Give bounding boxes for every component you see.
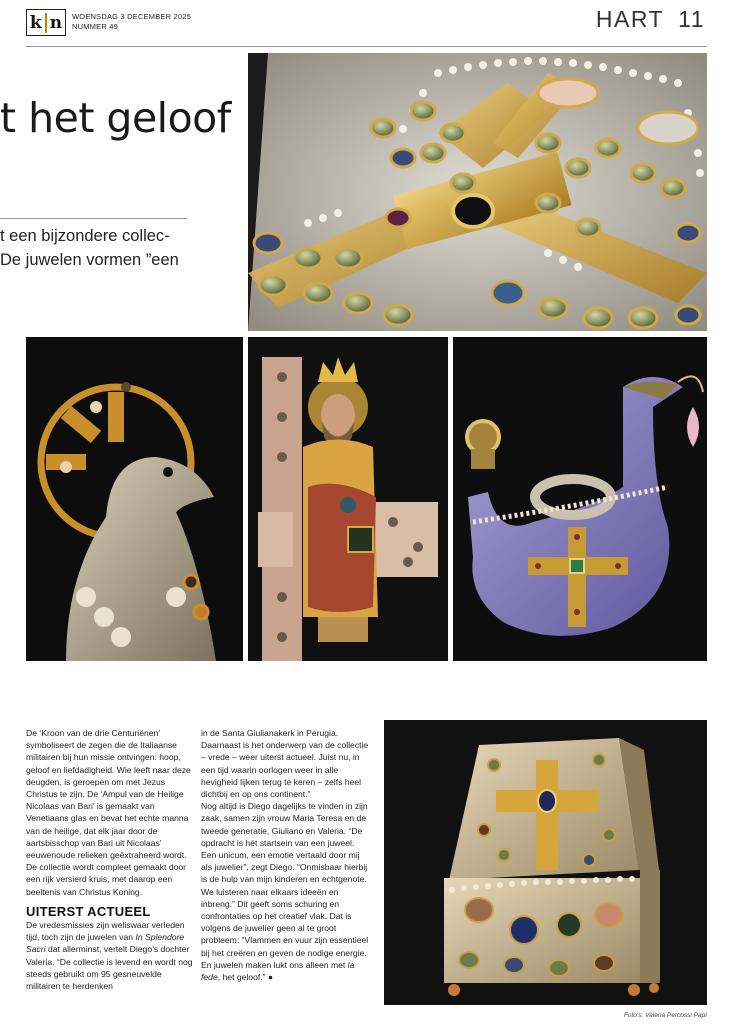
intro-rule [0, 218, 187, 219]
col1-p2-text-a: De vredesmissies zijn weliswaar verleden tijd, toch zijn de juwelen van [26, 920, 185, 943]
section-name: HART [595, 6, 665, 32]
col1-paragraph-2 [26, 919, 194, 992]
col2-p2-text-a: Nog altijd is Diego dagelijks te vinden in zijn zaak, samen zijn vrouw Maria Teresa en de tweede generatie, Giuliano en Valeria. “De opdracht is hét startsein van een juweel. Een unicum, een emotie vertaald door mij als juwelier”, zegt Diego. “Onmisbaar hierbij is de hulp van mijn kinderen en echtgenote. We luisteren naar elkaars ideeën en inbreng.” Dit geeft soms schuring en confrontaties op het creatief vlak. Dat is volgens de juwelier geen al te groot probleem: “Vlammen en vuur zijn essentieel bij het creëren en geven de nodige energie. En juwelen maken lukt ons alleen met [201, 801, 369, 970]
col1-paragraph-1: De ‘Kroon van de drie Centuriënen’ symboliseert de zegen die de Italiaanse militairen bij hun missie ontvingen: hoop, geloof en liefdadigheid. Wie leeft naar deze deugden, is geroepen om met Jezus Christus te zijn. De ‘Ampul van de Heilige Nicolaas van Bari’ is gemaakt van Venetiaans glas en bevat het echte manna van de heilige, dat elk jaar door de aartsbisschop van Bari uit Nicolaas’ eeuwenoude relieken geëxtraheerd wordt. De collectie wordt compleet gemaakt door een rijk versierd kruis, met daarop een beeltenis van Christus Koning. [26, 728, 191, 897]
col2-paragraph-1: in de Santa Giulianakerk in Perugia. Daarnaast is het onderwerp van de collectie – vrede – weer uiterst actueel. Juist nu, in een tijd waarin oorlogen weer in alle hevigheid lijken terug te keren – zelfs heel dichtbij en op ons continent.” [201, 728, 369, 800]
photo-venetian-glass-ampulla [453, 337, 707, 661]
col1-p2-text-b: dat allerminst, vertelt Diego’s dochter Valeria. “De collectie is levend en wordt nog steeds gebruikt om 95 gesneuvelde militairen te herdenken [26, 944, 193, 992]
intro-line-2: De juwelen vormen ”een [0, 251, 179, 269]
photo-silver-dove [26, 337, 243, 661]
page-number: 11 [678, 6, 705, 32]
issue-info [72, 12, 191, 32]
issue-number: NUMMER 49 [72, 22, 118, 31]
col2-paragraph-2 [201, 800, 369, 983]
photo-jeweled-book-cover [248, 53, 707, 331]
article-column-1 [26, 727, 194, 992]
intro-line-1: t een bijzondere collec- [0, 227, 170, 245]
section-header [596, 6, 705, 33]
newspaper-logo [26, 9, 66, 36]
col2-p2-emphasis: la fede [201, 959, 355, 983]
header-rule [26, 46, 707, 47]
end-mark-icon: ● [267, 972, 274, 983]
logo-letter-k: k [29, 12, 42, 33]
col2-p2-text-b: , het geloof.” [217, 972, 266, 983]
article-intro [0, 224, 190, 272]
photo-christ-king-statue [248, 337, 448, 661]
article-column-2 [201, 727, 369, 983]
col1-p2-emphasis: In Splendore Sacri [26, 932, 185, 955]
photo-jeweled-reliquary [384, 720, 707, 1005]
photo-credit: Foto’s: Valeria Percossi Papì [623, 1012, 707, 1019]
article-subhead: UITERST ACTUEEL [26, 903, 151, 919]
logo-letter-n: n [49, 12, 63, 33]
article-headline: t het geloof [0, 94, 231, 142]
logo-divider [45, 13, 47, 33]
issue-date: WOENSDAG 3 DECEMBER 2025 [72, 12, 191, 21]
